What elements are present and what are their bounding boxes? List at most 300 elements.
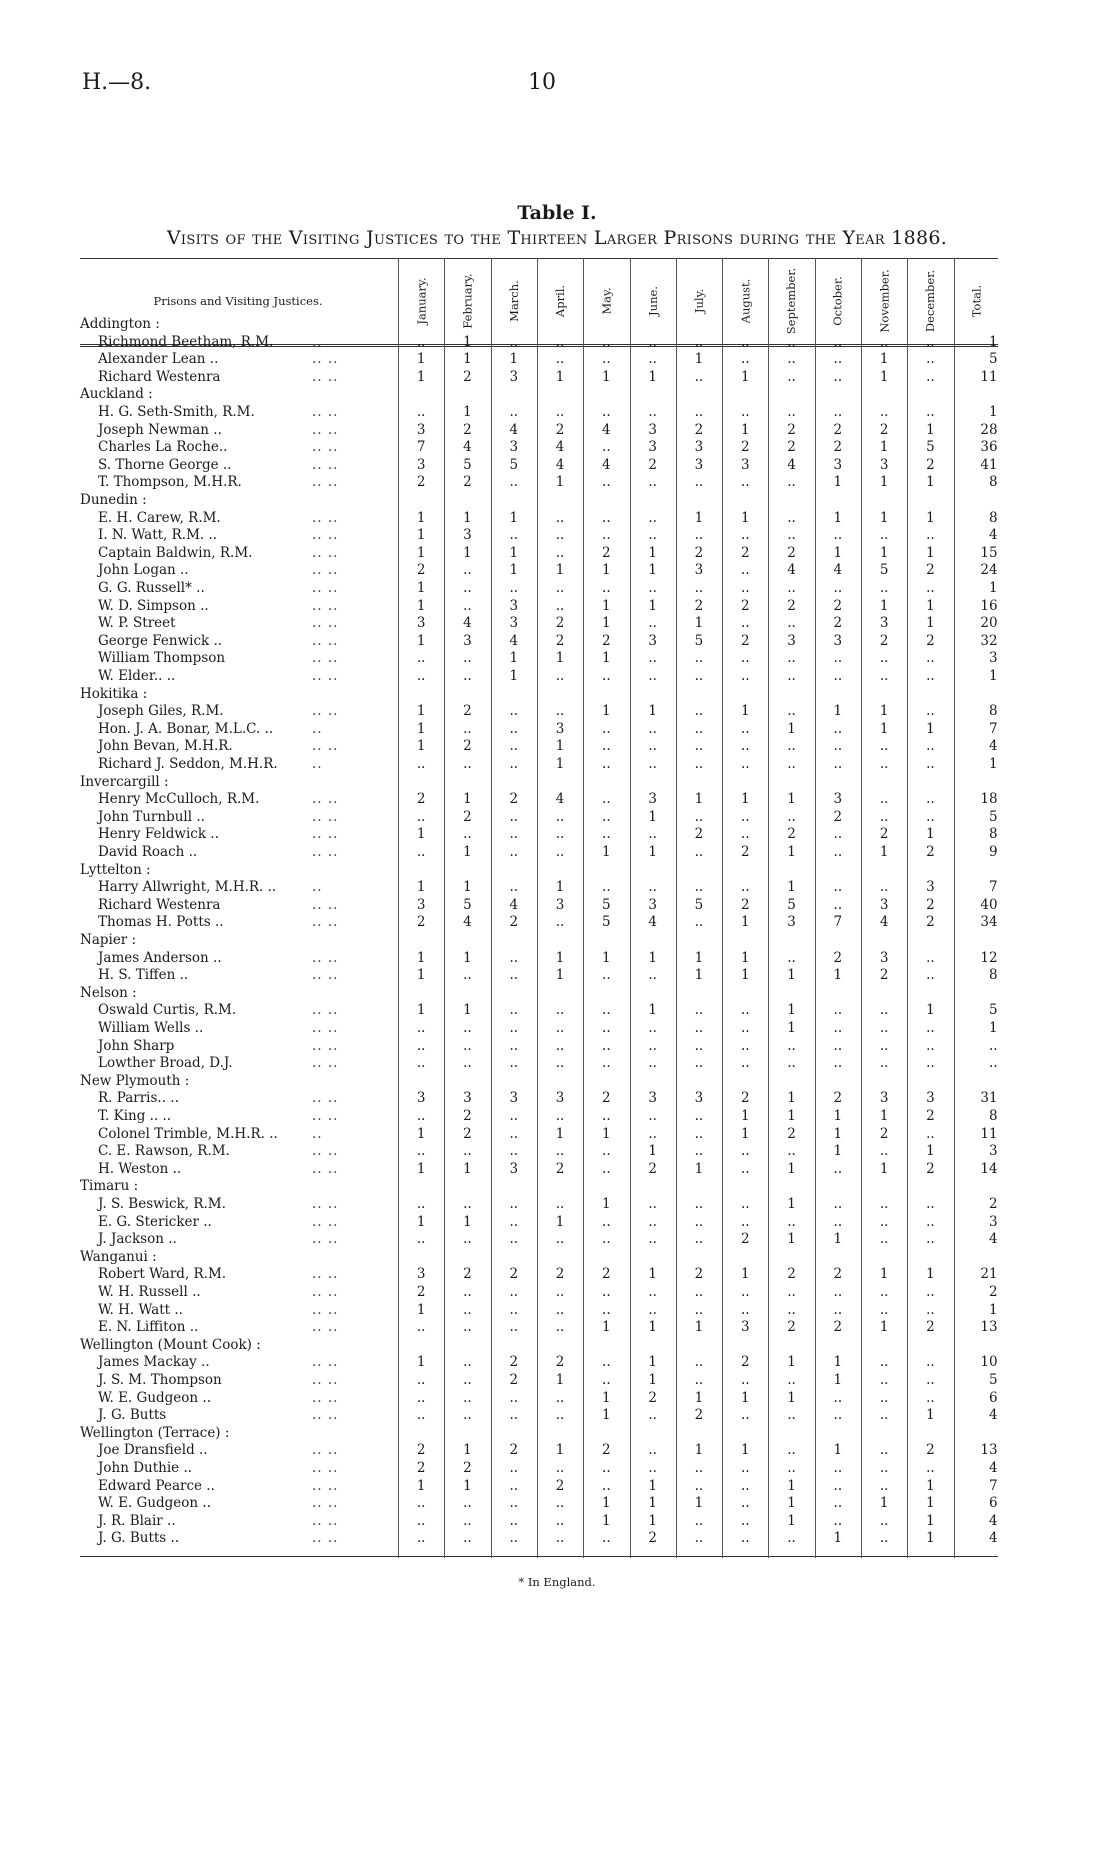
month-value: .. <box>879 1372 889 1388</box>
month-value: .. <box>509 1460 519 1476</box>
month-value: 1 <box>787 879 796 896</box>
month-value: .. <box>879 738 889 755</box>
month-value: 3 <box>416 615 426 632</box>
month-value: .. <box>416 1389 426 1406</box>
justice-name: C. E. Rawson, R.M. <box>98 1143 230 1160</box>
table-row <box>80 1266 998 1283</box>
month-value: 2 <box>740 1354 750 1371</box>
month-value: 2 <box>602 1442 611 1459</box>
month-value: .. <box>555 1002 565 1019</box>
month-value: 1 <box>926 1266 935 1283</box>
month-value: .. <box>555 1143 565 1160</box>
justice-name: John Sharp <box>98 1037 175 1054</box>
month-value: .. <box>926 1125 935 1142</box>
row-total: 36 <box>980 439 998 456</box>
month-value: .. <box>602 1108 611 1124</box>
month-value: 2 <box>555 1354 565 1371</box>
month-value: .. <box>879 1407 889 1424</box>
month-value: .. <box>926 368 935 385</box>
month-value: 1 <box>555 738 565 755</box>
month-value: 2 <box>463 738 472 755</box>
month-value: 4 <box>648 914 657 931</box>
table-row <box>80 1231 998 1248</box>
month-value: .. <box>509 333 519 350</box>
month-value: 2 <box>833 597 843 614</box>
month-value: .. <box>740 527 750 544</box>
month-value: .. <box>879 1530 889 1547</box>
month-value: .. <box>833 1160 843 1177</box>
month-value: 1 <box>463 1477 472 1494</box>
table-row <box>80 668 998 685</box>
month-value: .. <box>740 404 750 420</box>
month-value: 1 <box>602 1319 611 1336</box>
month-value: .. <box>926 527 935 544</box>
month-value: .. <box>879 1002 889 1019</box>
month-value: 2 <box>509 791 519 808</box>
month-value: 3 <box>879 896 889 913</box>
month-value: 1 <box>740 421 750 438</box>
table-row <box>80 633 998 650</box>
justice-name: Captain Baldwin, R.M. <box>98 544 253 561</box>
month-value: .. <box>555 1055 565 1072</box>
month-value: .. <box>879 1460 889 1476</box>
row-total: 31 <box>980 1090 998 1107</box>
month-label: August. <box>738 278 753 324</box>
month-value: .. <box>787 615 796 632</box>
justice-name: George Fenwick .. <box>98 632 223 649</box>
month-value: .. <box>416 1512 426 1529</box>
month-value: 3 <box>694 456 704 473</box>
month-value: 2 <box>833 1319 843 1336</box>
month-value: .. <box>602 1002 611 1019</box>
month-value: .. <box>648 580 657 596</box>
month-value: .. <box>740 738 750 755</box>
table-row <box>80 1495 998 1512</box>
month-value: 2 <box>926 1319 935 1336</box>
month-value: 1 <box>416 826 426 843</box>
month-value: 3 <box>416 421 426 438</box>
justice-name: H. Weston .. <box>98 1160 182 1177</box>
month-value: .. <box>602 1354 611 1371</box>
prison-name: Auckland : <box>80 386 153 403</box>
justice-name: W. H. Russell .. <box>98 1284 201 1300</box>
month-value: 1 <box>833 1125 843 1142</box>
month-value: .. <box>509 1301 519 1318</box>
month-value: 1 <box>648 1319 657 1336</box>
month-value: .. <box>602 1477 611 1494</box>
month-value: .. <box>694 1301 704 1318</box>
row-total: 4 <box>989 1512 998 1529</box>
justice-name: Alexander Lean .. <box>98 351 219 368</box>
month-value: .. <box>833 1002 843 1019</box>
month-value: .. <box>463 562 472 579</box>
month-value: .. <box>879 1354 889 1371</box>
month-value: 1 <box>416 720 426 737</box>
month-value: .. <box>463 1495 472 1512</box>
prison-name: Wanganui : <box>80 1248 157 1265</box>
month-label: May. <box>599 287 614 315</box>
month-value: .. <box>833 1037 843 1054</box>
month-value: .. <box>926 1020 935 1036</box>
month-value: .. <box>926 949 935 966</box>
month-value: 1 <box>463 949 472 966</box>
group-heading <box>80 1249 998 1266</box>
leader-dots: .. .. <box>312 967 339 984</box>
month-value: 2 <box>463 1266 472 1283</box>
month-value: .. <box>694 668 704 684</box>
group-heading <box>80 1425 998 1442</box>
prison-name: Wellington (Terrace) : <box>80 1424 230 1441</box>
total-label: Total. <box>969 284 984 318</box>
month-value: .. <box>602 509 611 526</box>
month-value: .. <box>555 351 565 368</box>
month-value: 3 <box>648 791 657 808</box>
month-value: 1 <box>694 1160 704 1177</box>
month-value: 2 <box>833 1090 843 1107</box>
month-value: 2 <box>926 914 935 931</box>
month-value: 1 <box>926 826 935 843</box>
leader-dots: .. .. <box>312 1090 339 1107</box>
month-value: .. <box>509 1231 519 1248</box>
month-value: .. <box>833 826 843 843</box>
month-value: .. <box>926 1372 935 1388</box>
month-value: 3 <box>509 597 519 614</box>
month-value: 2 <box>740 1231 750 1248</box>
leader-dots: .. .. <box>312 474 339 491</box>
month-value: 2 <box>879 421 889 438</box>
month-value: .. <box>602 668 611 684</box>
leader-dots: .. .. <box>312 597 339 614</box>
month-value: 2 <box>602 632 611 649</box>
month-value: .. <box>509 1530 519 1547</box>
month-label: January. <box>414 277 429 325</box>
month-value: 2 <box>740 544 750 561</box>
month-value: .. <box>740 1512 750 1529</box>
month-value: 1 <box>509 509 519 526</box>
month-value: 1 <box>602 562 611 579</box>
month-value: .. <box>555 580 565 596</box>
justice-name: E. N. Liffiton .. <box>98 1319 199 1336</box>
leader-dots: .. .. <box>312 1389 339 1406</box>
table-row <box>80 1038 998 1055</box>
month-value: .. <box>416 756 426 772</box>
month-value: .. <box>509 474 519 491</box>
month-value: .. <box>602 720 611 737</box>
month-value: .. <box>509 1108 519 1124</box>
month-value: 2 <box>694 1266 704 1283</box>
month-value: .. <box>463 1020 472 1036</box>
month-value: .. <box>879 1055 889 1072</box>
month-value: .. <box>416 1231 426 1248</box>
month-value: 1 <box>833 703 843 720</box>
month-value: 1 <box>879 351 889 368</box>
month-value: 2 <box>463 421 472 438</box>
month-value: .. <box>787 1143 796 1160</box>
month-value: .. <box>555 1460 565 1476</box>
table-row <box>80 967 998 984</box>
month-value: 1 <box>879 1266 889 1283</box>
month-value: 2 <box>648 1160 657 1177</box>
row-total: 1 <box>989 1301 998 1318</box>
month-value: 2 <box>509 1354 519 1371</box>
month-value: 2 <box>926 456 935 473</box>
justice-name: Joseph Newman .. <box>98 421 222 438</box>
row-total: 1 <box>989 668 998 684</box>
month-value: .. <box>694 756 704 772</box>
month-value: .. <box>602 1231 611 1248</box>
row-total: 3 <box>989 1143 998 1160</box>
leader-dots: .. .. <box>312 1037 339 1054</box>
month-value: 1 <box>926 1530 935 1547</box>
month-value: .. <box>926 650 935 667</box>
month-value: 1 <box>787 1389 796 1406</box>
month-value: 1 <box>926 1495 935 1512</box>
month-value: 3 <box>555 896 565 913</box>
row-total: 5 <box>989 1002 998 1019</box>
month-value: 1 <box>740 1442 750 1459</box>
month-value: 2 <box>833 615 843 632</box>
month-value: .. <box>463 1512 472 1529</box>
month-value: .. <box>648 720 657 737</box>
table-row <box>80 721 998 738</box>
month-value: 1 <box>648 544 657 561</box>
month-value: .. <box>509 1495 519 1512</box>
month-value: 3 <box>555 1090 565 1107</box>
month-value: .. <box>555 703 565 720</box>
justice-name: W. H. Watt .. <box>98 1301 183 1318</box>
month-value: 2 <box>879 967 889 984</box>
month-value: .. <box>463 1196 472 1212</box>
month-value: 2 <box>416 791 426 808</box>
month-value: 1 <box>648 1477 657 1494</box>
month-value: 5 <box>463 456 472 473</box>
month-value: .. <box>833 1301 843 1318</box>
month-value: 2 <box>509 1266 519 1283</box>
month-value: .. <box>879 791 889 808</box>
row-total: 3 <box>989 650 998 667</box>
justice-name: J. G. Butts .. <box>98 1530 180 1547</box>
month-value: 1 <box>602 703 611 720</box>
month-value: 1 <box>555 1213 565 1230</box>
table-row <box>80 1372 998 1389</box>
row-total: 5 <box>989 1372 998 1388</box>
month-value: .. <box>463 580 472 596</box>
month-value: 1 <box>787 967 796 984</box>
month-value: .. <box>602 791 611 808</box>
month-value: .. <box>879 1037 889 1054</box>
month-value: 1 <box>463 879 472 896</box>
month-value: .. <box>879 1231 889 1248</box>
row-total: 4 <box>989 1407 998 1424</box>
month-value: 1 <box>926 1143 935 1160</box>
month-value: .. <box>555 333 565 350</box>
month-value: 2 <box>833 949 843 966</box>
month-value: .. <box>416 1108 426 1124</box>
month-value: 2 <box>463 1125 472 1142</box>
month-value: .. <box>694 914 704 931</box>
justice-name: Harry Allwright, M.H.R. .. <box>98 879 277 896</box>
month-value: .. <box>787 1442 796 1459</box>
month-value: .. <box>648 527 657 544</box>
month-value: .. <box>555 1495 565 1512</box>
month-value: 1 <box>926 615 935 632</box>
month-value: 1 <box>694 509 704 526</box>
row-total: 4 <box>989 527 998 544</box>
month-value: 1 <box>648 808 657 825</box>
month-value: 1 <box>555 650 565 667</box>
leader-dots: .. <box>312 879 323 896</box>
table-row <box>80 439 998 456</box>
month-value: 4 <box>833 562 843 579</box>
month-value: .. <box>833 738 843 755</box>
month-value: 2 <box>833 421 843 438</box>
month-value: 1 <box>463 1213 472 1230</box>
month-value: .. <box>463 668 472 684</box>
month-value: 1 <box>648 1266 657 1283</box>
month-value: .. <box>740 1196 750 1212</box>
month-value: 3 <box>926 1090 935 1107</box>
group-heading <box>80 1178 998 1195</box>
month-value: .. <box>740 333 750 350</box>
month-value: .. <box>555 844 565 860</box>
month-value: .. <box>694 650 704 667</box>
month-value: .. <box>787 756 796 772</box>
month-value: .. <box>509 808 519 825</box>
month-value: 1 <box>694 967 704 984</box>
month-value: .. <box>833 333 843 350</box>
month-value: 3 <box>648 1090 657 1107</box>
month-value: .. <box>787 650 796 667</box>
month-value: .. <box>694 1020 704 1036</box>
leader-dots: .. .. <box>312 668 339 684</box>
month-value: 3 <box>416 896 426 913</box>
month-value: .. <box>879 879 889 896</box>
justice-name: J. G. Butts <box>98 1407 167 1424</box>
table-row <box>80 1214 998 1231</box>
month-value: 1 <box>416 597 426 614</box>
month-value: 2 <box>926 632 935 649</box>
month-value: 1 <box>926 1002 935 1019</box>
row-total: 11 <box>980 368 998 385</box>
row-total: 13 <box>980 1319 998 1336</box>
justice-name: T. Thompson, M.H.R. <box>98 474 242 491</box>
month-value: 1 <box>926 544 935 561</box>
month-value: .. <box>833 1213 843 1230</box>
month-label: October. <box>830 276 845 326</box>
month-value: .. <box>648 1231 657 1248</box>
month-value: 1 <box>416 1125 426 1142</box>
leader-dots: .. .. <box>312 1266 339 1283</box>
month-value: 5 <box>463 896 472 913</box>
month-value: .. <box>463 967 472 984</box>
month-value: 1 <box>879 1108 889 1124</box>
month-value: 7 <box>833 914 843 931</box>
month-value: .. <box>740 668 750 684</box>
month-value: .. <box>463 1389 472 1406</box>
month-value: 1 <box>416 738 426 755</box>
row-total: 6 <box>989 1389 998 1406</box>
leader-dots: .. .. <box>312 1512 339 1529</box>
month-value: 2 <box>463 808 472 825</box>
month-value: 3 <box>694 562 704 579</box>
month-value: .. <box>416 650 426 667</box>
month-value: 2 <box>833 808 843 825</box>
row-total: 11 <box>980 1125 998 1142</box>
month-value: 2 <box>740 844 750 860</box>
month-value: 1 <box>555 368 565 385</box>
group-heading <box>80 492 998 509</box>
table-row <box>80 650 998 667</box>
justice-name: Charles La Roche.. <box>98 439 228 456</box>
month-value: 2 <box>648 1389 657 1406</box>
month-value: 2 <box>555 615 565 632</box>
month-value: 2 <box>463 703 472 720</box>
justice-name: John Duthie .. <box>98 1460 193 1476</box>
row-total: 10 <box>980 1354 998 1371</box>
justice-name: William Thompson <box>98 650 226 667</box>
month-value: 2 <box>648 456 657 473</box>
month-value: .. <box>740 474 750 491</box>
leader-dots: .. .. <box>312 368 339 385</box>
month-value: 1 <box>555 756 565 772</box>
month-value: 1 <box>463 544 472 561</box>
month-value: 4 <box>555 439 565 456</box>
month-value: 4 <box>787 562 796 579</box>
month-value: 3 <box>879 949 889 966</box>
month-value: .. <box>648 1407 657 1424</box>
month-value: .. <box>648 879 657 896</box>
table-row <box>80 1002 998 1019</box>
group-heading <box>80 862 998 879</box>
month-value: .. <box>879 1284 889 1300</box>
month-value: .. <box>833 1284 843 1300</box>
month-value: .. <box>602 1213 611 1230</box>
month-value: .. <box>879 1301 889 1318</box>
month-value: .. <box>602 1143 611 1160</box>
month-value: .. <box>509 1512 519 1529</box>
month-value: 2 <box>602 1266 611 1283</box>
month-value: 2 <box>787 544 796 561</box>
month-value: 1 <box>416 879 426 896</box>
month-value: 2 <box>787 1125 796 1142</box>
month-value: .. <box>602 1460 611 1476</box>
justice-name: Thomas H. Potts .. <box>98 914 224 931</box>
table-row <box>80 738 998 755</box>
justice-name: James Mackay .. <box>98 1354 210 1371</box>
prison-name: Nelson : <box>80 984 137 1001</box>
month-value: .. <box>740 1284 750 1300</box>
month-value: 1 <box>787 1002 796 1019</box>
leader-dots: .. .. <box>312 404 339 420</box>
justice-name: Hon. J. A. Bonar, M.L.C. .. <box>98 720 274 737</box>
month-value: .. <box>416 1055 426 1072</box>
month-value: 1 <box>740 1266 750 1283</box>
month-value: 7 <box>416 439 426 456</box>
month-value: 2 <box>555 1160 565 1177</box>
month-value: .. <box>463 1354 472 1371</box>
month-value: 2 <box>555 1266 565 1283</box>
table-row <box>80 334 998 351</box>
month-value: 1 <box>787 1354 796 1371</box>
month-value: .. <box>740 826 750 843</box>
justice-name: John Turnbull .. <box>98 808 205 825</box>
month-value: .. <box>509 1213 519 1230</box>
month-value: .. <box>833 1196 843 1212</box>
month-value: 1 <box>416 1301 426 1318</box>
month-value: .. <box>787 668 796 684</box>
month-value: .. <box>648 650 657 667</box>
month-value: 1 <box>602 597 611 614</box>
